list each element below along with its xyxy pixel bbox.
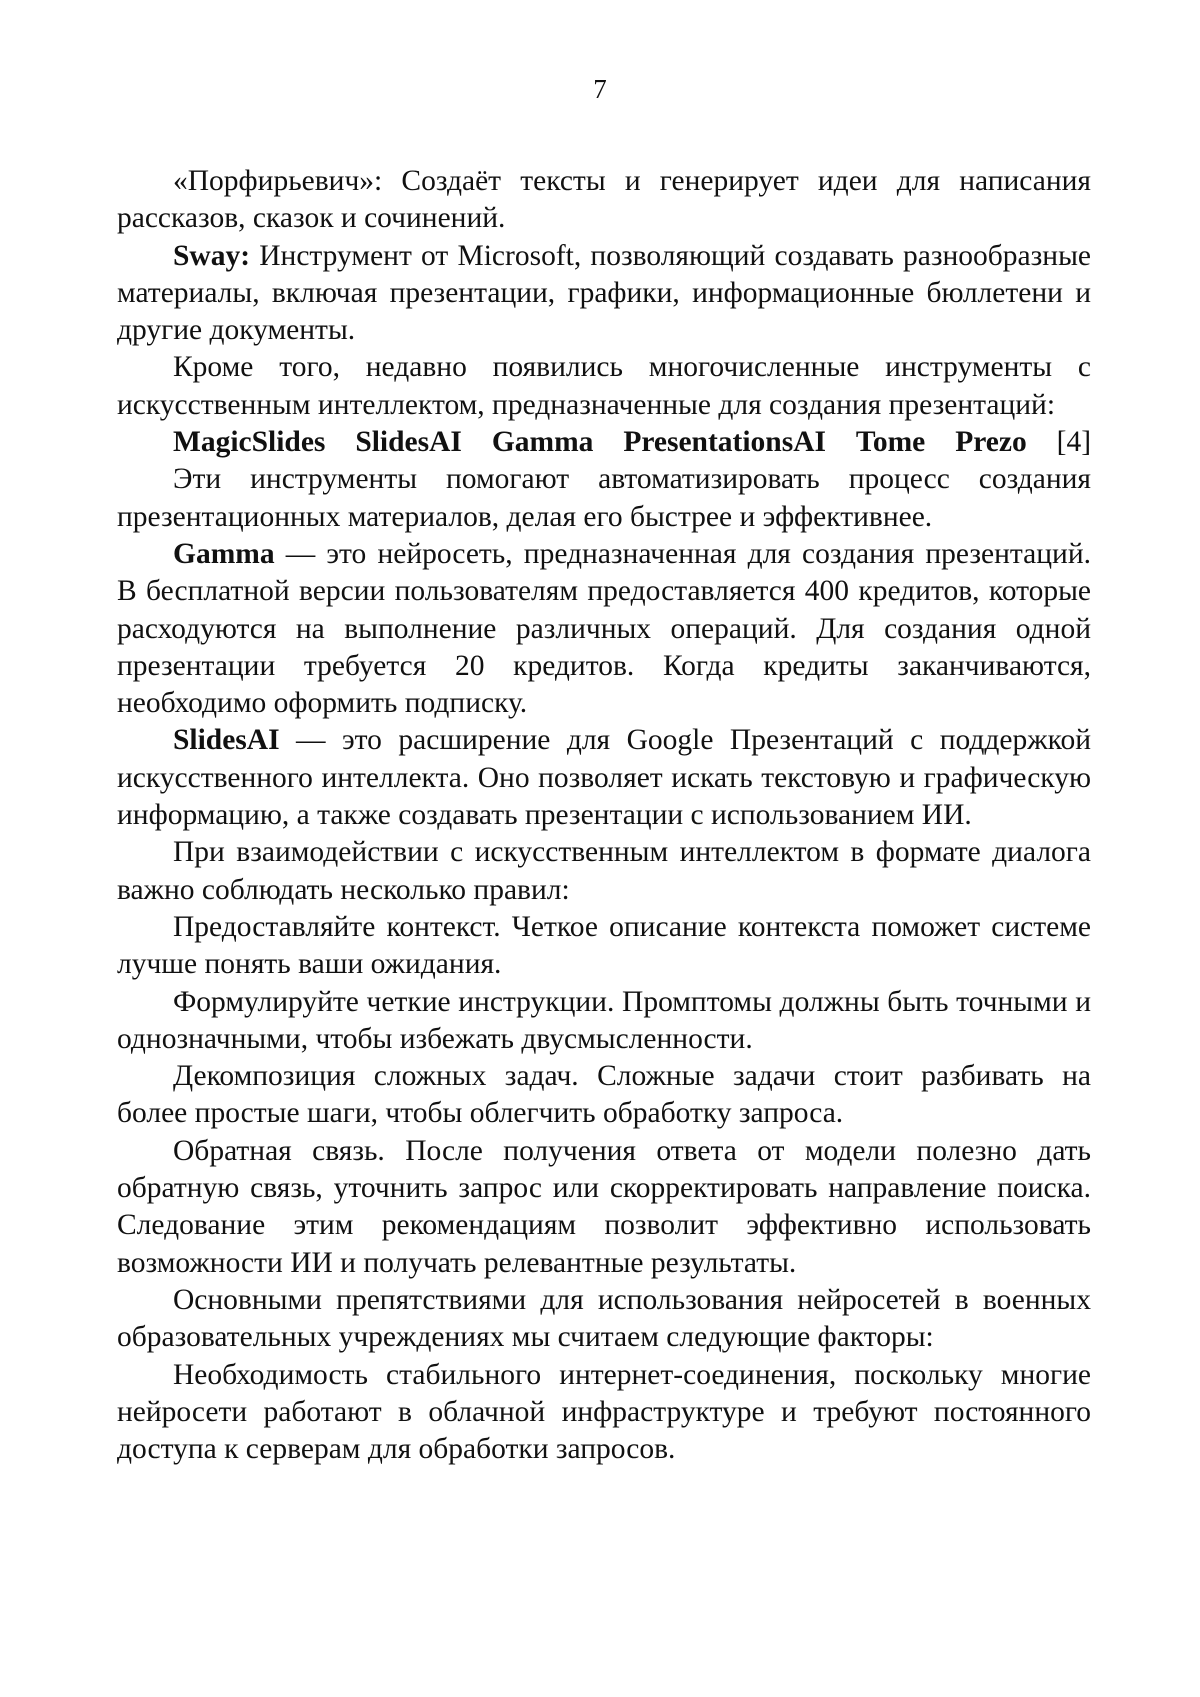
paragraph-tools-benefit: Эти инструменты помогают автоматизировать процесс создания презентационных материалов, делая его быстрее и эффективнее.	[117, 463, 1091, 533]
tool-name: Tome	[855, 426, 926, 459]
paragraph-sway	[117, 238, 1091, 350]
paragraph-ai-tools-intro: Кроме того, недавно появились многочисленные инструменты с искусственным интеллектом, предназначенные для создания презентаций:	[117, 351, 1091, 421]
paragraph-obstacles: Основными препятствиями для использования нейросетей в военных образовательных учреждениях мы считаем следующие факторы:	[117, 1283, 1091, 1354]
ai-tools-list	[117, 424, 1091, 461]
paragraph-rule-feedback: Обратная связь. После получения ответа от модели полезно дать обратную связь, уточнить запрос или скорректировать направление поиска. Следование этим рекомендациям позволит эффективно использовать возможности ИИ и получать релевантные результаты.	[117, 1134, 1091, 1279]
paragraph-slidesai	[117, 722, 1091, 834]
term-gamma: Gamma	[173, 537, 275, 570]
tool-name: MagicSlides	[173, 426, 326, 459]
term-sway: Sway:	[173, 239, 251, 272]
page-body	[117, 163, 1091, 1468]
tool-name: Gamma	[491, 426, 594, 459]
tool-name: PresentationsAI	[623, 426, 826, 459]
paragraph-rule-context: Предоставляйте контекст. Четкое описание контекста поможет системе лучше понять ваши ожидания.	[117, 910, 1091, 981]
paragraph-porfirevich: «Порфирьевич»: Создаёт тексты и генерирует идеи для написания рассказов, сказок и сочинений.	[117, 165, 1091, 235]
page-number: 7	[593, 74, 607, 104]
paragraph-gamma	[117, 536, 1091, 722]
paragraph-slidesai-text: — это расширение для Google Презентаций с поддержкой искусственного интеллекта. Оно позволяет искать текстовую и графическую информацию, а также создавать презентации с использованием ИИ.	[117, 724, 1091, 832]
citation-ref: [4]	[1056, 426, 1092, 459]
paragraph-gamma-text: — это нейросеть, предназначенная для создания презентаций. В бесплатной версии пользователям предоставляется 400 кредитов, которые расходуются на выполнение различных операций. Для создания одной презентации требуется 20 кредитов. Когда кредиты заканчиваются, необходимо оформить подписку.	[117, 537, 1091, 720]
paragraph-rule-decomposition: Декомпозиция сложных задач. Сложные задачи стоит разбивать на более простые шаги, чтобы облегчить обработку запроса.	[117, 1060, 1091, 1130]
term-slidesai: SlidesAI	[173, 724, 280, 757]
paragraph-internet-dependency: Необходимость стабильного интернет-соединения, поскольку многие нейросети работают в облачной инфраструктуре и требуют постоянного доступа к серверам для обработки запросов.	[117, 1358, 1091, 1466]
tool-name: SlidesAI	[355, 426, 462, 459]
tool-name: Prezo	[955, 426, 1027, 459]
paragraph-dialog-rules: При взаимодействии с искусственным интеллектом в формате диалога важно соблюдать несколько правил:	[117, 836, 1091, 906]
paragraph-rule-instructions: Формулируйте четкие инструкции. Промптомы должны быть точными и однозначными, чтобы избежать двусмысленности.	[117, 985, 1091, 1055]
paragraph-sway-text: Инструмент от Microsoft, позволяющий создавать разнообразные материалы, включая презентации, графики, информационные бюллетени и другие документы.	[117, 239, 1091, 347]
